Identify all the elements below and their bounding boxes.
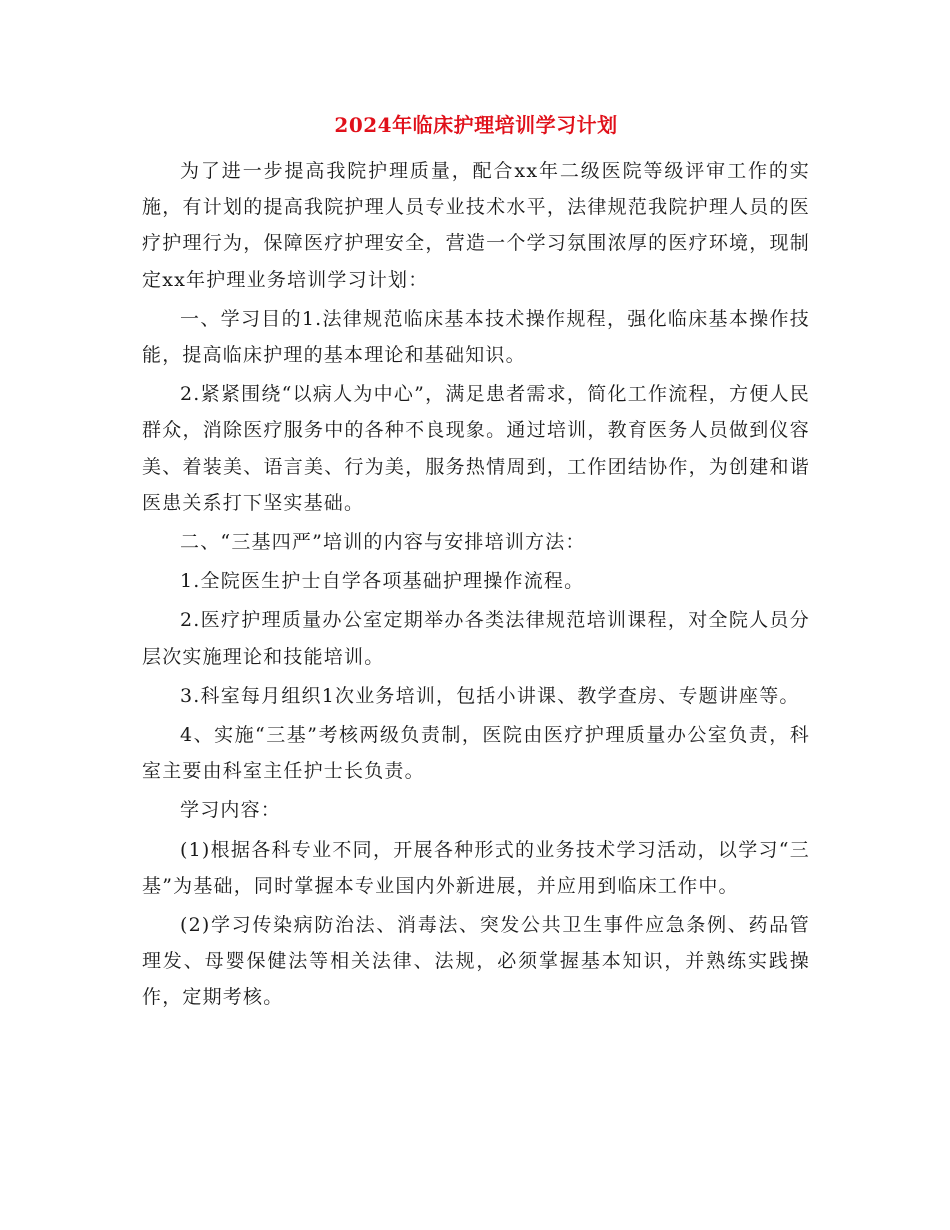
paragraph-method-2: 2.医疗护理质量办公室定期举办各类法律规范培训课程，对全院人员分层次实施理论和技能培训。 bbox=[142, 609, 810, 668]
paragraph-content-heading: 学习内容： bbox=[180, 799, 282, 822]
paragraph-method-3: 3.科室每月组织1次业务培训，包括小讲课、教学查房、专题讲座等。 bbox=[180, 684, 800, 707]
paragraph-method-1: 1.全院医生护士自学各项基础护理操作流程。 bbox=[180, 570, 585, 593]
document-page bbox=[142, 110, 810, 1019]
paragraph-content-2: (2)学习传染病防治法、消毒法、突发公共卫生事件应急条例、药品管理发、母婴保健法等相关法律、法规，必须掌握基本知识，并熟练实践操作，定期考核。 bbox=[142, 914, 810, 1009]
paragraph-method-4: 4、实施“三基”考核两级负责制，医院由医疗护理质量办公室负责，科室主要由科室主任护士长负责。 bbox=[142, 724, 810, 783]
paragraph-content-1: (1)根据各科专业不同，开展各种形式的业务技术学习活动，以学习“三基”为基础，同时掌握本专业国内外新进展，并应用到临床工作中。 bbox=[142, 838, 810, 897]
paragraph-intro: 为了进一步提高我院护理质量，配合xx年二级医院等级评审工作的实施，有计划的提高我院护理人员专业技术水平，法律规范我院护理人员的医疗护理行为，保障医疗护理安全，营造一个学习氛围浓厚的医疗环境，现制定xx年护理业务培训学习计划： bbox=[142, 160, 810, 291]
paragraph-item-2: 2.紧紧围绕“以病人为中心”，满足患者需求，简化工作流程，方便人民群众，消除医疗服务中的各种不良现象。通过培训，教育医务人员做到仪容美、着装美、语言美、行为美，服务热情周到，工作团结协作，为创建和谐医患关系打下坚实基础。 bbox=[142, 383, 810, 514]
paragraph-section-1: 一、学习目的1.法律规范临床基本技术操作规程，强化临床基本操作技能，提高临床护理的基本理论和基础知识。 bbox=[142, 307, 810, 367]
paragraph-section-2: 二、“三基四严”培训的内容与安排培训方法： bbox=[180, 531, 586, 554]
document-title: 2024年临床护理培训学习计划 bbox=[334, 113, 618, 137]
